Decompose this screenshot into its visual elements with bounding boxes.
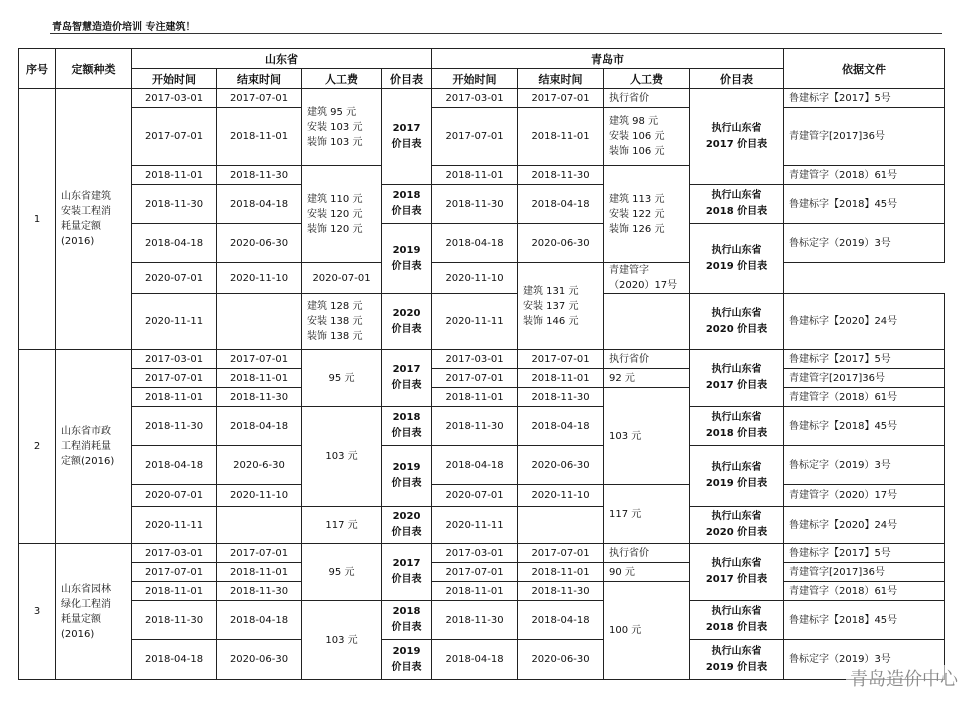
qd-end-cell: 2018-04-18 bbox=[518, 407, 604, 446]
sd-start-cell: 2020-07-01 bbox=[132, 485, 217, 507]
sd-end-cell: 2018-11-30 bbox=[217, 388, 302, 407]
sd-start-cell: 2017-07-01 bbox=[132, 108, 217, 166]
sd-labor-cell: 建筑 110 元 安装 120 元 装饰 120 元 bbox=[302, 166, 382, 263]
basis-cell: 鲁建标字【2018】45号 bbox=[784, 185, 945, 224]
col-shandong: 山东省 bbox=[132, 49, 432, 69]
qd-end-cell: 2018-04-18 bbox=[518, 601, 604, 640]
qd-end-cell: 2017-07-01 bbox=[518, 544, 604, 563]
sd-start-cell: 2017-07-01 bbox=[132, 563, 217, 582]
qd-price-cell: 执行山东省 2019 价目表 bbox=[690, 640, 784, 680]
table-row bbox=[19, 369, 945, 388]
qd-labor-cell: 103 元 bbox=[604, 388, 690, 485]
qd-price-cell: 执行山东省 2019 价目表 bbox=[690, 446, 784, 507]
quota-cell: 山东省园林 绿化工程消 耗量定额 (2016) bbox=[56, 544, 132, 680]
sd-end-cell: 2020-11-10 bbox=[217, 485, 302, 507]
qd-start-cell: 2020-11-11 bbox=[432, 294, 518, 350]
sd-labor-cell: 95 元 bbox=[302, 544, 382, 601]
qd-labor-cell: 建筑 131 元 安装 137 元 装饰 146 元 bbox=[518, 263, 604, 350]
col-sd-labor: 人工费 bbox=[302, 69, 382, 89]
quota-cell: 山东省建筑 安装工程消 耗量定额 (2016) bbox=[56, 89, 132, 350]
sd-price-cell: 2019 价目表 bbox=[382, 224, 432, 294]
qd-price-cell: 执行山东省 2020 价目表 bbox=[690, 507, 784, 544]
qd-start-cell: 2017-07-01 bbox=[432, 369, 518, 388]
sd-end-cell: 2018-11-01 bbox=[217, 108, 302, 166]
sd-end-cell bbox=[217, 507, 302, 544]
qd-end-cell: 2020-11-10 bbox=[518, 485, 604, 507]
sd-price-cell: 2017 价目表 bbox=[382, 89, 432, 185]
table-row bbox=[19, 446, 945, 485]
document-header: 青岛智慧造造价培训 专注建筑！ bbox=[52, 22, 196, 33]
basis-cell: 鲁标定字（2019）3号 bbox=[784, 446, 945, 485]
sd-price-cell: 2017 价目表 bbox=[382, 544, 432, 601]
qd-labor-cell: 90 元 bbox=[604, 563, 690, 582]
qd-end-cell: 2020-06-30 bbox=[518, 224, 604, 263]
col-qd-start: 开始时间 bbox=[432, 69, 518, 89]
sd-end-cell: 2018-11-30 bbox=[217, 582, 302, 601]
basis-cell: 鲁建标字【2020】24号 bbox=[784, 507, 945, 544]
sd-end-cell: 2020-11-10 bbox=[217, 263, 302, 294]
table-row bbox=[19, 582, 945, 601]
sd-end-cell: 2018-04-18 bbox=[217, 185, 302, 224]
sd-price-cell: 2017 价目表 bbox=[382, 350, 432, 407]
sd-price-cell: 2020 价目表 bbox=[382, 294, 432, 350]
sd-end-cell: 2020-06-30 bbox=[217, 224, 302, 263]
qd-price-cell: 执行山东省 2017 价目表 bbox=[690, 350, 784, 407]
sd-price-cell: 2018 价目表 bbox=[382, 185, 432, 224]
qd-start-cell: 2018-11-30 bbox=[432, 601, 518, 640]
sd-start-cell: 2017-03-01 bbox=[132, 544, 217, 563]
qd-end-cell: 2020-11-10 bbox=[432, 263, 518, 294]
sd-start-cell: 2020-07-01 bbox=[132, 263, 217, 294]
sd-price-cell: 2018 价目表 bbox=[382, 407, 432, 446]
basis-cell: 鲁建标字【2017】5号 bbox=[784, 544, 945, 563]
qd-end-cell: 2020-06-30 bbox=[518, 446, 604, 485]
qd-labor-cell: 建筑 98 元 安装 106 元 装饰 106 元 bbox=[604, 108, 690, 166]
qd-price-cell: 执行山东省 2017 价目表 bbox=[690, 544, 784, 601]
qd-labor-cell: 执行省价 bbox=[604, 350, 690, 369]
sd-labor-cell: 103 元 bbox=[302, 407, 382, 507]
sd-end-cell: 2018-11-30 bbox=[217, 166, 302, 185]
qd-end-cell bbox=[518, 507, 604, 544]
watermark-logo: 青岛造价中心 bbox=[846, 665, 962, 691]
table-row bbox=[19, 544, 945, 563]
qd-labor-cell: 100 元 bbox=[604, 582, 690, 680]
sd-end-cell: 2020-06-30 bbox=[217, 640, 302, 680]
sd-price-cell: 2019 价目表 bbox=[382, 640, 432, 680]
qd-labor-cell: 执行省价 bbox=[604, 89, 690, 108]
basis-cell: 鲁建标字【2020】24号 bbox=[784, 294, 945, 350]
sd-start-cell: 2018-11-30 bbox=[132, 407, 217, 446]
basis-cell: 青建管字（2018）61号 bbox=[784, 166, 945, 185]
sd-start-cell: 2018-11-01 bbox=[132, 388, 217, 407]
col-sd-price: 价目表 bbox=[382, 69, 432, 89]
qd-labor-cell: 建筑 113 元 安装 122 元 装饰 126 元 bbox=[604, 166, 690, 263]
qd-labor-cell: 执行省价 bbox=[604, 544, 690, 563]
sd-price-cell: 2018 价目表 bbox=[382, 601, 432, 640]
qd-start-cell: 2017-07-01 bbox=[432, 108, 518, 166]
sd-end-cell: 2018-04-18 bbox=[217, 407, 302, 446]
qd-start-cell: 2018-11-01 bbox=[432, 166, 518, 185]
qd-end-cell bbox=[604, 294, 690, 350]
table-row bbox=[19, 601, 945, 640]
quota-table bbox=[18, 48, 945, 680]
qd-start-cell: 2018-04-18 bbox=[432, 224, 518, 263]
col-qingdao: 青岛市 bbox=[432, 49, 784, 69]
sd-start-cell: 2018-04-18 bbox=[132, 640, 217, 680]
col-sd-start: 开始时间 bbox=[132, 69, 217, 89]
table-row bbox=[19, 350, 945, 369]
sd-start-cell: 2017-03-01 bbox=[132, 350, 217, 369]
qd-end-cell: 2018-11-30 bbox=[518, 388, 604, 407]
table-row bbox=[19, 263, 945, 294]
qd-start-cell: 2017-03-01 bbox=[432, 89, 518, 108]
qd-start-cell: 2018-11-01 bbox=[432, 388, 518, 407]
sd-labor-cell: 95 元 bbox=[302, 350, 382, 407]
sd-start-cell: 2017-03-01 bbox=[132, 89, 217, 108]
table-row bbox=[19, 640, 945, 680]
sd-end-cell bbox=[217, 294, 302, 350]
basis-cell: 鲁标定字（2019）3号 bbox=[784, 224, 945, 263]
qd-start-cell: 2017-07-01 bbox=[432, 563, 518, 582]
sd-labor-cell: 建筑 95 元 安装 103 元 装饰 103 元 bbox=[302, 89, 382, 166]
qd-start-cell: 2020-07-01 bbox=[432, 485, 518, 507]
sd-labor-cell: 建筑 128 元 安装 138 元 装饰 138 元 bbox=[302, 294, 382, 350]
sd-price-cell: 2019 价目表 bbox=[382, 446, 432, 507]
basis-cell: 青建管字[2017]36号 bbox=[784, 563, 945, 582]
sd-start-cell: 2018-11-01 bbox=[132, 582, 217, 601]
qd-start-cell: 2017-03-01 bbox=[432, 350, 518, 369]
sd-labor-cell: 103 元 bbox=[302, 601, 382, 680]
basis-cell: 青建管字（2018）61号 bbox=[784, 388, 945, 407]
qd-end-cell: 2018-11-30 bbox=[518, 582, 604, 601]
qd-end-cell: 2018-11-01 bbox=[518, 563, 604, 582]
table-row bbox=[19, 388, 945, 407]
qd-start-cell: 2018-11-01 bbox=[432, 582, 518, 601]
qd-start-cell: 2017-03-01 bbox=[432, 544, 518, 563]
qd-end-cell: 2020-06-30 bbox=[518, 640, 604, 680]
basis-cell: 鲁建标字【2018】45号 bbox=[784, 601, 945, 640]
basis-cell: 青建管字（2020）17号 bbox=[604, 263, 690, 294]
seq-cell: 1 bbox=[19, 89, 56, 350]
sd-start-cell: 2018-11-30 bbox=[132, 185, 217, 224]
qd-labor-cell: 117 元 bbox=[604, 485, 690, 544]
col-basis: 依据文件 bbox=[784, 49, 945, 89]
sd-labor-cell: 117 元 bbox=[302, 507, 382, 544]
qd-end-cell: 2018-11-30 bbox=[518, 166, 604, 185]
table-row bbox=[19, 294, 945, 350]
qd-end-cell: 2017-07-01 bbox=[518, 89, 604, 108]
qd-end-cell: 2018-11-01 bbox=[518, 369, 604, 388]
col-qd-labor: 人工费 bbox=[604, 69, 690, 89]
qd-price-cell: 执行山东省 2018 价目表 bbox=[690, 601, 784, 640]
sd-end-cell: 2018-11-01 bbox=[217, 369, 302, 388]
qd-price-cell: 执行山东省 2017 价目表 bbox=[690, 89, 784, 185]
sd-start-cell: 2017-07-01 bbox=[132, 369, 217, 388]
sd-start-cell: 2018-11-01 bbox=[132, 166, 217, 185]
col-quota-type: 定额种类 bbox=[56, 49, 132, 89]
sd-start-cell: 2018-04-18 bbox=[132, 224, 217, 263]
header-rule bbox=[50, 33, 942, 34]
qd-start-cell: 2018-11-30 bbox=[432, 185, 518, 224]
table-row bbox=[19, 224, 945, 263]
table-row bbox=[19, 89, 945, 108]
sd-end-cell: 2020-6-30 bbox=[217, 446, 302, 485]
col-qd-end: 结束时间 bbox=[518, 69, 604, 89]
table-row bbox=[19, 485, 945, 507]
basis-cell: 鲁标定字（2019）3号 bbox=[784, 640, 945, 680]
qd-end-cell: 2018-04-18 bbox=[518, 185, 604, 224]
sd-end-cell: 2018-04-18 bbox=[217, 601, 302, 640]
qd-end-cell: 2018-11-01 bbox=[518, 108, 604, 166]
sd-end-cell: 2017-07-01 bbox=[217, 544, 302, 563]
col-sd-end: 结束时间 bbox=[217, 69, 302, 89]
qd-price-cell: 执行山东省 2018 价目表 bbox=[690, 407, 784, 446]
table-row bbox=[19, 185, 945, 224]
basis-cell: 青建管字（2020）17号 bbox=[784, 485, 945, 507]
qd-price-cell: 执行山东省 2019 价目表 bbox=[690, 224, 784, 294]
quota-cell: 山东省市政 工程消耗量 定额(2016) bbox=[56, 350, 132, 544]
sd-start-cell: 2018-11-30 bbox=[132, 601, 217, 640]
basis-cell: 青建管字[2017]36号 bbox=[784, 369, 945, 388]
table-row bbox=[19, 108, 945, 166]
sd-price-cell: 2020 价目表 bbox=[382, 507, 432, 544]
qd-start-cell: 2018-11-30 bbox=[432, 407, 518, 446]
basis-cell: 青建管字（2018）61号 bbox=[784, 582, 945, 601]
sd-start-cell: 2020-11-11 bbox=[132, 294, 217, 350]
table-row bbox=[19, 563, 945, 582]
table-row bbox=[19, 166, 945, 185]
qd-end-cell: 2017-07-01 bbox=[518, 350, 604, 369]
sd-end-cell: 2017-07-01 bbox=[217, 89, 302, 108]
qd-labor-cell: 92 元 bbox=[604, 369, 690, 388]
table-row bbox=[19, 507, 945, 544]
qd-price-cell: 执行山东省 2020 价目表 bbox=[690, 294, 784, 350]
qd-start-cell: 2018-04-18 bbox=[432, 640, 518, 680]
table-row bbox=[19, 407, 945, 446]
seq-cell: 3 bbox=[19, 544, 56, 680]
basis-cell: 鲁建标字【2018】45号 bbox=[784, 407, 945, 446]
seq-cell: 2 bbox=[19, 350, 56, 544]
basis-cell: 青建管字[2017]36号 bbox=[784, 108, 945, 166]
qd-price-cell: 执行山东省 2018 价目表 bbox=[690, 185, 784, 224]
col-qd-price: 价目表 bbox=[690, 69, 784, 89]
qd-start-cell: 2020-07-01 bbox=[302, 263, 382, 294]
qd-start-cell: 2020-11-11 bbox=[432, 507, 518, 544]
sd-start-cell: 2018-04-18 bbox=[132, 446, 217, 485]
basis-cell: 鲁建标字【2017】5号 bbox=[784, 89, 945, 108]
sd-end-cell: 2018-11-01 bbox=[217, 563, 302, 582]
basis-cell: 鲁建标字【2017】5号 bbox=[784, 350, 945, 369]
qd-start-cell: 2018-04-18 bbox=[432, 446, 518, 485]
col-seq: 序号 bbox=[19, 49, 56, 89]
sd-end-cell: 2017-07-01 bbox=[217, 350, 302, 369]
sd-start-cell: 2020-11-11 bbox=[132, 507, 217, 544]
